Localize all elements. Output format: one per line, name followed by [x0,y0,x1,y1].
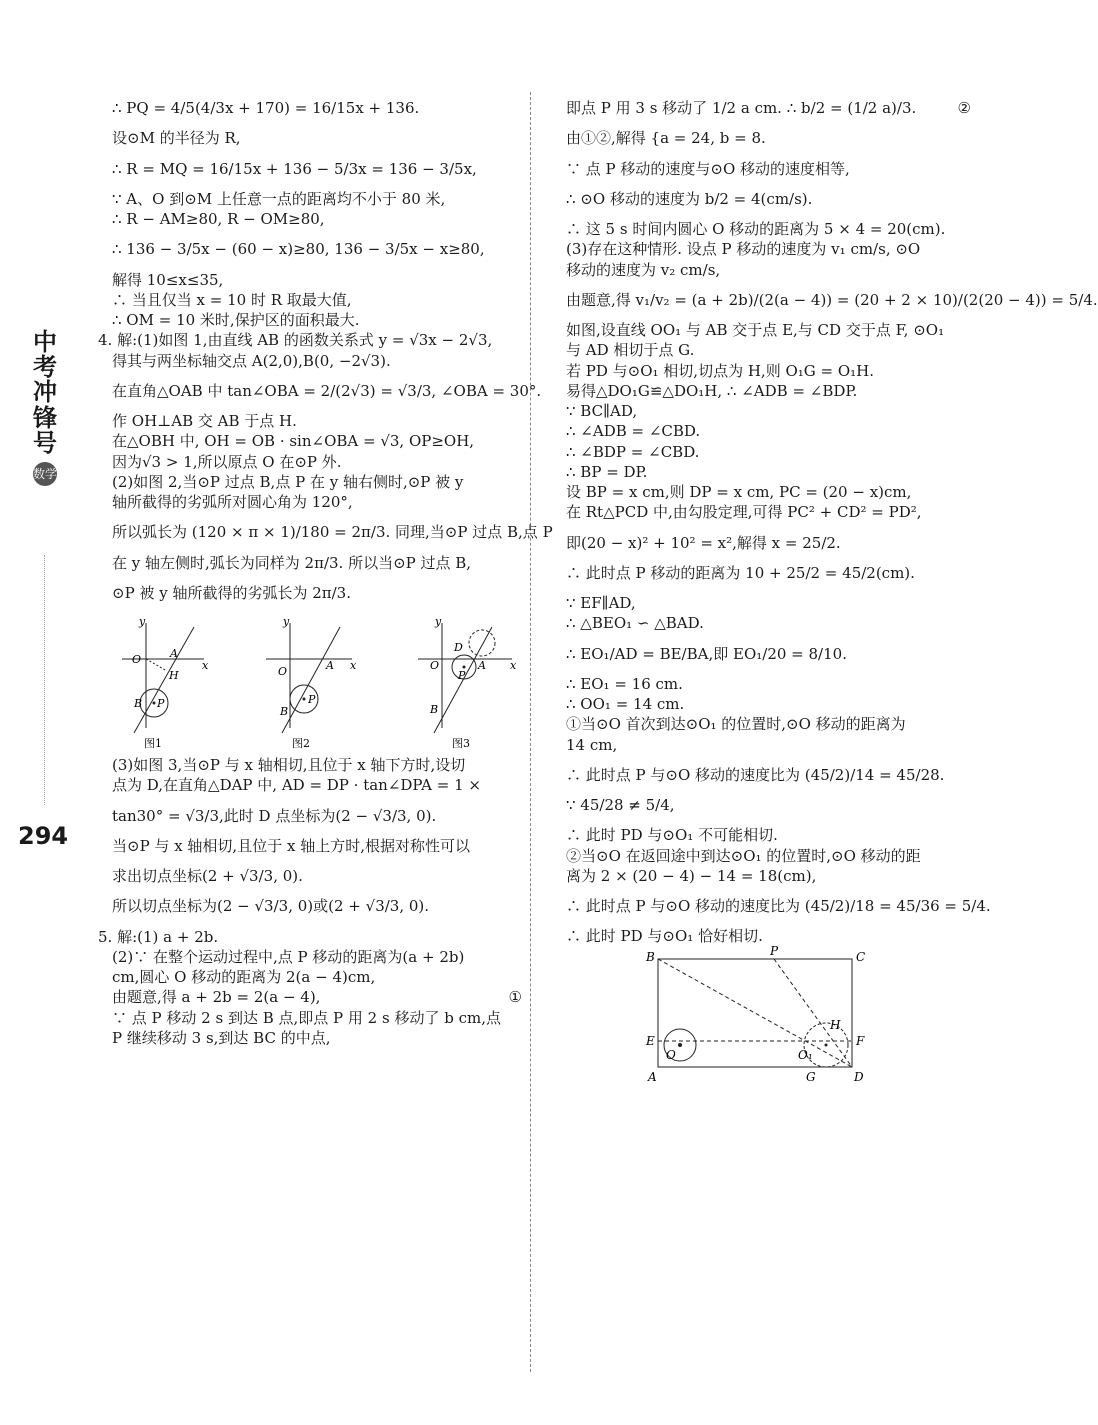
text-line: 易得△DO₁G≌△DO₁H, ∴ ∠ADB = ∠BDP. [566,381,858,400]
text-line: 14 cm, [566,735,618,754]
text-line: (2)∵ 在整个运动过程中,点 P 移动的距离为(a + 2b) [112,947,465,966]
figure-1 [122,615,209,750]
figure-3 [418,615,517,750]
column-divider [530,92,531,1372]
text-line: ∴ ⊙O 移动的速度为 b/2 = 4(cm/s). [566,189,813,208]
text-line [112,987,522,1007]
text-line: 4. 解:(1)如图 1,由直线 AB 的函数关系式 y = √3x − 2√3, [98,331,493,350]
text-line: ∴ 当且仅当 x = 10 时 R 取最大值, [112,290,352,309]
svg-text:P: P [157,697,165,710]
coordinate-figures [112,613,522,753]
text-line: ②当⊙O 在返回途中到达⊙O₁ 的位置时,⊙O 移动的距 [566,846,921,865]
svg-text:x: x [350,659,357,672]
figure-label: 图2 [292,737,310,750]
svg-text:x: x [510,659,517,672]
text-line: ∴ 136 − 3/5x − (60 − x)≥80, 136 − 3/5x − x≥80, [112,240,485,259]
subject-badge: 数学 [33,462,57,486]
point-label: G [806,1069,816,1084]
text-line: 当⊙P 与 x 轴相切,且位于 x 轴上方时,根据对称性可以 [112,836,470,855]
text-line: 因为√3 > 1,所以原点 O 在⊙P 外. [112,452,342,471]
figure-label: 图1 [144,737,162,750]
point-label: H [830,1017,841,1032]
text-line: 由①②,解得 {a = 24, b = 8. [566,129,766,148]
point-label: F [856,1033,865,1048]
equation-marker: ② [957,99,971,117]
text-line: (2)如图 2,当⊙P 过点 B,点 P 在 y 轴右侧时,⊙P 被 y [112,472,464,491]
figure-2 [266,615,357,750]
point-label: C [856,949,866,964]
text-line: 在直角△OAB 中 tan∠OBA = 2/(2√3) = √3/3, ∠OBA = 30°. [112,381,542,400]
text-line: 作 OH⊥AB 交 AB 于点 H. [112,412,297,430]
text-line: 在△OBH 中, OH = OB · sin∠OBA = √3, OP≥OH, [112,432,475,451]
text-line: 设⊙M 的半径为 R, [112,129,241,148]
equation-text: 由题意,得 a + 2b = 2(a − 4), [112,988,321,1007]
text-line: ∴ ∠ADB = ∠CBD. [566,422,701,441]
figure-label: 图3 [452,737,470,750]
point-label: O₁ [798,1047,813,1062]
point-label: A [648,1069,657,1084]
sidebar [28,330,68,486]
text-line: 轴所截得的劣弧所对圆心角为 120°, [112,493,353,511]
text-line: 即(20 − x)² + 10² = x²,解得 x = 25/2. [566,533,841,552]
text-line: ⊙P 被 y 轴所截得的劣弧长为 2π/3. [112,583,351,602]
text-line: 得其与两坐标轴交点 A(2,0),B(0, −2√3). [112,351,391,370]
text-line: ∴ 此时 PD 与⊙O₁ 恰好相切. [566,927,763,946]
text-line: ∵ BC∥AD, [566,402,638,420]
right-column [566,88,1098,1087]
text-line: 移动的速度为 v₂ cm/s, [566,260,721,279]
svg-text:O: O [132,653,142,666]
text-line: 解得 10≤x≤35, [112,270,224,289]
text-line: 离为 2 × (20 − 4) − 14 = 18(cm), [566,866,817,885]
point-label: B [646,949,655,964]
text-line: 设 BP = x cm,则 DP = x cm, PC = (20 − x)cm, [566,483,912,501]
text-line: ∴ OM = 10 米时,保护区的面积最大. [112,311,360,329]
svg-text:A: A [170,647,178,660]
text-line: 5. 解:(1) a + 2b. [98,927,219,946]
svg-text:D: D [454,641,463,654]
text-line: ∴ EO₁/AD = BE/BA,即 EO₁/20 = 8/10. [566,644,847,663]
text-line: ∴ OO₁ = 14 cm. [566,695,685,713]
text-line: 所以切点坐标为(2 − √3/3, 0)或(2 + √3/3, 0). [112,897,430,916]
point-label: D [854,1069,864,1084]
text-line: cm,圆心 O 移动的距离为 2(a − 4)cm, [112,968,376,986]
text-line: ∵ 点 P 移动 2 s 到达 B 点,即点 P 用 2 s 移动了 b cm,点 [112,1008,501,1027]
svg-text:y: y [435,615,442,628]
brand-char: 锋 [33,403,57,432]
point-label: P [770,943,779,958]
text-line: ∴ 此时点 P 移动的距离为 10 + 25/2 = 45/2(cm). [566,563,915,582]
text-line: tan30° = √3/3,此时 D 点坐标为(2 − √3/3, 0). [112,806,437,825]
equation-marker: ① [508,988,522,1007]
text-line: 求出切点坐标(2 + √3/3, 0). [112,867,303,885]
text-line: ∴ 此时点 P 与⊙O 移动的速度比为 (45/2)/18 = 45/36 = 5/4. [566,897,991,915]
svg-text:B: B [430,703,439,716]
text-line: ∵ 点 P 移动的速度与⊙O 移动的速度相等, [566,159,850,178]
text-line: 与 AD 相切于点 G. [566,341,695,360]
text-line: ∴ R − AM≥80, R − OM≥80, [112,210,325,228]
brand-char: 号 [33,428,57,457]
svg-text:A: A [478,659,486,672]
text-line: 若 PD 与⊙O₁ 相切,切点为 H,则 O₁G = O₁H. [566,361,875,380]
text-line: ∴ R = MQ = 16/15x + 136 − 5/3x = 136 − 3/5x, [112,159,477,178]
text-line: ∵ 45/28 ≠ 5/4, [566,796,675,814]
text-line: ∴ EO₁ = 16 cm. [566,674,683,693]
equation-text: 即点 P 用 3 s 移动了 1/2 a cm. ∴ b/2 = (1/2 a)/3. [566,99,917,117]
text-line: 在 Rt△PCD 中,由勾股定理,可得 PC² + CD² = PD², [566,503,922,522]
svg-text:y: y [283,615,290,628]
text-line: ∵ A、O 到⊙M 上任意一点的距离均不小于 80 米, [112,189,446,208]
left-column [98,88,553,1048]
sidebar-dotted-line [44,555,45,805]
brand-char: 中 [33,328,57,356]
text-line: (3)存在这种情形. 设点 P 移动的速度为 v₁ cm/s, ⊙O [566,240,921,259]
text-line: 由题意,得 v₁/v₂ = (a + 2b)/(2(a − 4)) = (20 + 2 × 10)/(2(20 − 4)) = 5/4. [566,290,1098,309]
svg-text:O: O [278,665,288,678]
svg-text:H: H [169,669,179,682]
rectangle-figure [566,943,971,1084]
text-line: ∴ PQ = 4/5(4/3x + 170) = 16/15x + 136. [112,99,420,117]
svg-text:O: O [430,659,440,672]
text-line [566,98,971,118]
svg-text:B: B [280,705,289,718]
text-line: P 继续移动 3 s,到达 BC 的中点, [112,1028,331,1047]
text-line: ∴ ∠BDP = ∠CBD. [566,442,700,461]
text-line: 在 y 轴左侧时,弧长为同样为 2π/3. 所以当⊙P 过点 B, [112,553,472,572]
text-line: ∴ BP = DP. [566,462,648,481]
point-label: E [646,1033,655,1048]
point-label: O [666,1047,676,1062]
text-line: 如图,设直线 OO₁ 与 AB 交于点 E,与 CD 交于点 F, ⊙O₁ [566,321,945,339]
svg-text:A: A [326,659,334,672]
svg-text:P: P [308,693,316,706]
brand-char: 冲 [33,378,57,407]
text-line: (3)如图 3,当⊙P 与 x 轴相切,且位于 x 轴下方时,设切 [112,756,466,774]
svg-text:B: B [134,697,143,710]
page-number: 294 [18,822,69,850]
text-line: ∴ 此时 PD 与⊙O₁ 不可能相切. [566,826,778,845]
brand-title [28,330,62,456]
brand-char: 考 [33,353,57,382]
svg-text:P: P [458,669,466,682]
text-line: ∵ EF∥AD, [566,594,636,612]
text-line: ①当⊙O 首次到达⊙O₁ 的位置时,⊙O 移动的距离为 [566,715,906,734]
text-line: ∴ △BEO₁ ∽ △BAD. [566,614,704,633]
svg-text:y: y [139,615,146,628]
text-line: ∴ 这 5 s 时间内圆心 O 移动的距离为 5 × 4 = 20(cm). [566,220,946,238]
svg-text:x: x [202,659,209,672]
text-line: ∴ 此时点 P 与⊙O 移动的速度比为 (45/2)/14 = 45/28. [566,765,945,784]
text-line: 点为 D,在直角△DAP 中, AD = DP · tan∠DPA = 1 × [112,776,481,795]
text-line: 所以弧长为 (120 × π × 1)/180 = 2π/3. 同理,当⊙P 过点 B,点 P [112,523,553,542]
